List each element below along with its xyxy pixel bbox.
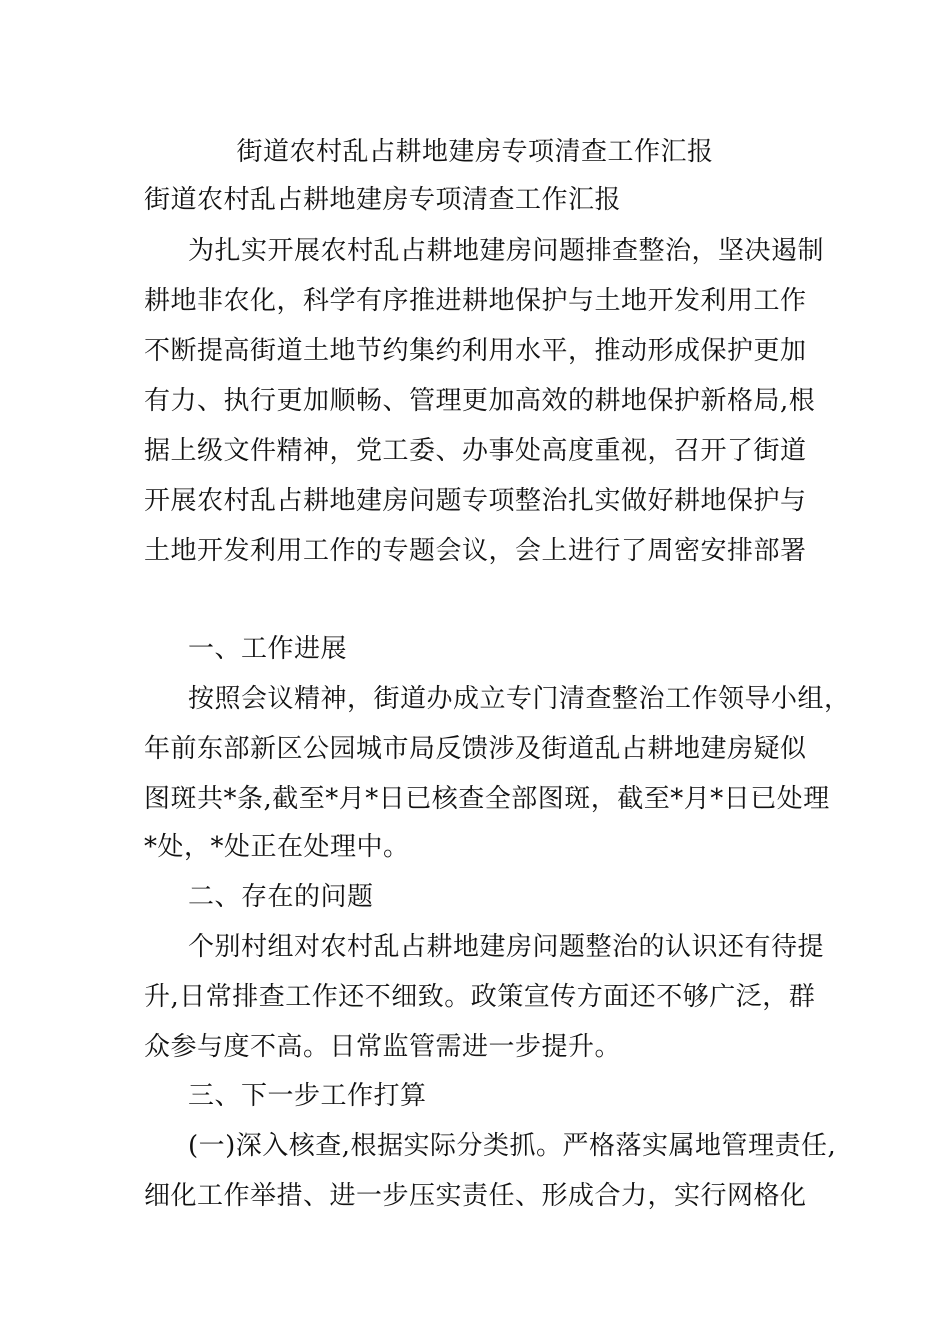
document-subtitle: 街道农村乱占耕地建房专项清查工作汇报 [144,185,622,215]
section-line: 众参与度不高。日常监管需进一步提升。 [144,1032,622,1062]
intro-line: 据上级文件精神，党工委、办事处高度重视，召开了街道 [144,436,807,466]
section-line: 按照会议精神，街道办成立专门清查整治工作领导小组， [188,684,851,714]
section-line: 年前东部新区公园城市局反馈涉及街道乱占耕地建房疑似 [144,734,807,764]
section-line: 细化工作举措、进一步压实责任、形成合力，实行网格化 [144,1181,807,1211]
section-line: 图斑共*条,截至*月*日已核查全部图斑，截至*月*日已处理 [144,784,830,814]
document-title: 街道农村乱占耕地建房专项清查工作汇报 [236,137,714,167]
intro-line: 土地开发利用工作的专题会议，会上进行了周密安排部署 [144,536,807,566]
intro-line: 为扎实开展农村乱占耕地建房问题排查整治，坚决遏制 [188,236,825,266]
intro-line: 开展农村乱占耕地建房问题专项整治扎实做好耕地保护与 [144,486,807,516]
section-heading-problems: 二、存在的问题 [188,882,374,912]
section-line: *处，*处正在处理中。 [144,832,410,862]
section-line: 个别村组对农村乱占耕地建房问题整治的认识还有待提 [188,932,825,962]
intro-line: 有力、执行更加顺畅、管理更加高效的耕地保护新格局,根 [144,386,816,416]
section-heading-progress: 一、工作进展 [188,634,348,664]
intro-line: 不断提高街道土地节约集约利用水平，推动形成保护更加 [144,336,807,366]
section-heading-next-steps: 三、下一步工作打算 [188,1081,427,1111]
section-line: 升,日常排查工作还不细致。政策宣传方面还不够广泛，群 [144,982,816,1012]
section-line: (一)深入核查,根据实际分类抓。严格落实属地管理责任, [188,1131,837,1161]
intro-line: 耕地非农化，科学有序推进耕地保护与土地开发利用工作 [144,286,807,316]
